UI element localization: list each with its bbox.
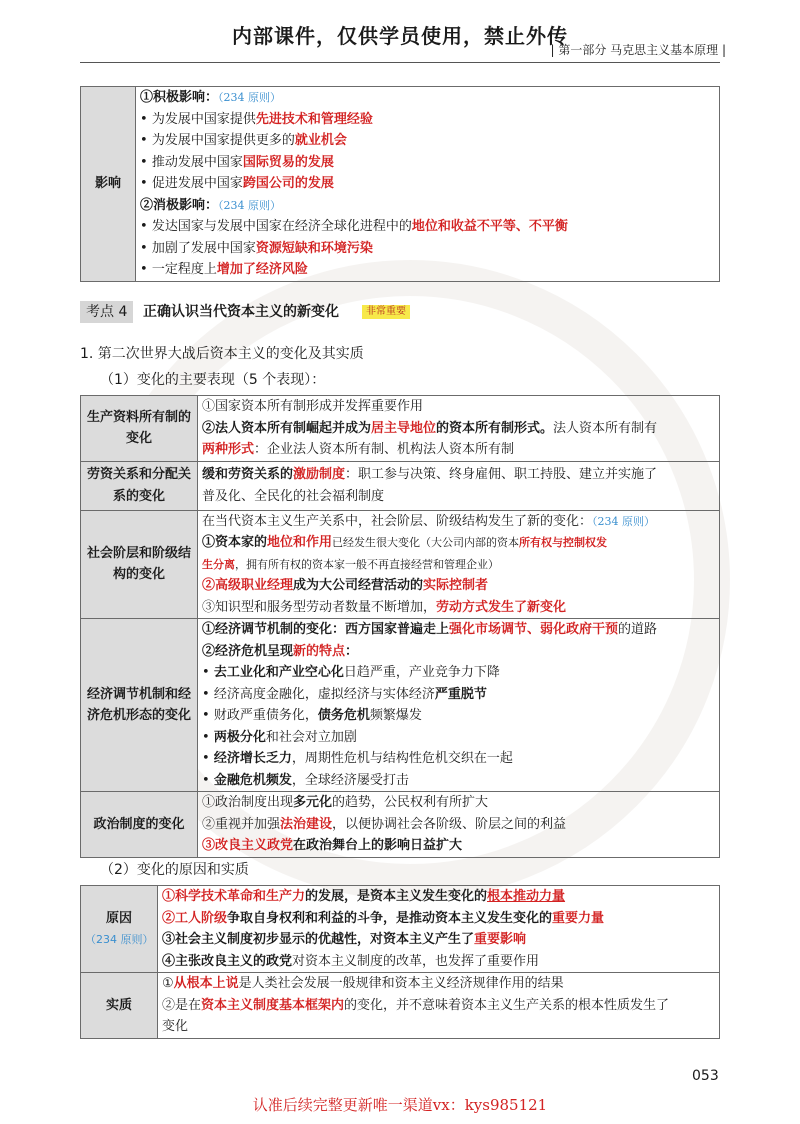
- table-row: [81, 396, 720, 462]
- footer-notice: 认准后续完整更新唯一渠道vx：kys985121: [252, 1096, 548, 1114]
- page-header-title: 内部课件，仅供学员使用，禁止外传: [232, 24, 568, 48]
- impact-label: 影响: [81, 87, 136, 282]
- causes-table: [80, 885, 720, 1039]
- row-label-crisis: 经济调节机制和经济危机形态的变化: [81, 619, 198, 792]
- row-label-politics: 政治制度的变化: [81, 792, 198, 858]
- page-number: 053: [692, 1068, 719, 1084]
- page-header-subtitle: | 第一部分 马克思主义基本原理 |: [550, 43, 726, 57]
- table-row: [81, 461, 720, 510]
- section1-subheading: （1）变化的主要表现（5 个表现）：: [100, 372, 326, 388]
- row-content-ownership: ①国家资本所有制形成并发挥重要作用 ②法人资本所有制崛起并成为居主导地位的资本所有制形式。法人资本所有制有 两种形式：企业法人资本所有制、机构法人资本所有制: [198, 396, 720, 462]
- row-content-crisis: ①经济调节机制的变化：西方国家普遍走上强化市场调节、弱化政府干预的道路 ②经济危机呈现新的特点： • 去工业化和产业空心化日趋严重，产业竞争力下降 • 经济高度金融化，虚拟经济与实体经济严重脱节 • 财政严重债务化，债务危机频繁爆发 • 两极分化和社会对立加剧 • 经济增长乏力，周期性危机与结构性危机交织在一起 • 金融危机频发，全球经济屡受打击: [198, 619, 720, 792]
- kaodian-badge: 考点 4: [80, 301, 133, 323]
- row-content-essence: ①从根本上说是人类社会发展一般规律和资本主义经济规律作用的结果 ②是在资本主义制度基本框架内的变化，并不意味着资本主义生产关系的根本性质发生了 变化: [158, 973, 720, 1039]
- header-rule: [80, 62, 720, 63]
- row-label-labor: 劳资关系和分配关系的变化: [81, 461, 198, 510]
- section2-subheading: （2）变化的原因和实质: [100, 862, 249, 878]
- changes-table: [80, 395, 720, 858]
- row-label-ownership: 生产资料所有制的变化: [81, 396, 198, 462]
- impact-content: ①积极影响：（234 原则） • 为发展中国家提供先进技术和管理经验 • 为发展中国家提供更多的就业机会 • 推动发展中国家国际贸易的发展 • 促进发展中国家跨国公司的发展 ②消极影响：（234 原则） • 发达国家与发展中国家在经济全球化进程中的地位和收益不平等、不平衡 • 加剧了发展中国家资源短缺和环境污染 • 一定程度上增加了经济风险: [136, 87, 720, 282]
- row-label-essence: 实质: [81, 973, 158, 1039]
- importance-tag: 非常重要: [362, 305, 410, 319]
- row-content-politics: ①政治制度出现多元化的趋势，公民权利有所扩大 ②重视并加强法治建设，以便协调社会各阶级、阶层之间的利益 ③改良主义政党在政治舞台上的影响日益扩大: [198, 792, 720, 858]
- row-label-class: 社会阶层和阶级结构的变化: [81, 510, 198, 619]
- impact-table: [80, 86, 720, 282]
- table-row: [81, 886, 720, 973]
- section1-heading: 1. 第二次世界大战后资本主义的变化及其实质: [80, 346, 364, 362]
- table-row: [81, 510, 720, 619]
- row-content-cause: ①科学技术革命和生产力的发展，是资本主义发生变化的根本推动力量 ②工人阶级争取自身权利和利益的斗争，是推动资本主义发生变化的重要力量 ③社会主义制度初步显示的优越性，对资本主义产生了重要影响 ④主张改良主义的政党对资本主义制度的改革，也发挥了重要作用: [158, 886, 720, 973]
- table-row: [81, 792, 720, 858]
- row-content-labor: 缓和劳资关系的激励制度：职工参与决策、终身雇佣、职工持股、建立并实施了 普及化、全民化的社会福利制度: [198, 461, 720, 510]
- table-row: [81, 973, 720, 1039]
- kaodian-title: 正确认识当代资本主义的新变化: [143, 304, 339, 320]
- row-content-class: 在当代资本主义生产关系中，社会阶层、阶级结构发生了新的变化：（234 原则） ①资本家的地位和作用已经发生很大变化（大公司内部的资本所有权与控制权发 生分离，拥有所有权的资本家一般不再直接经营和管理企业） ②高级职业经理成为大公司经营活动的实际控制者 ③知识型和服务型劳动者数量不断增加，劳动方式发生了新变化: [198, 510, 720, 619]
- row-label-cause: 原因 （234 原则）: [81, 886, 158, 973]
- table-row: [81, 619, 720, 792]
